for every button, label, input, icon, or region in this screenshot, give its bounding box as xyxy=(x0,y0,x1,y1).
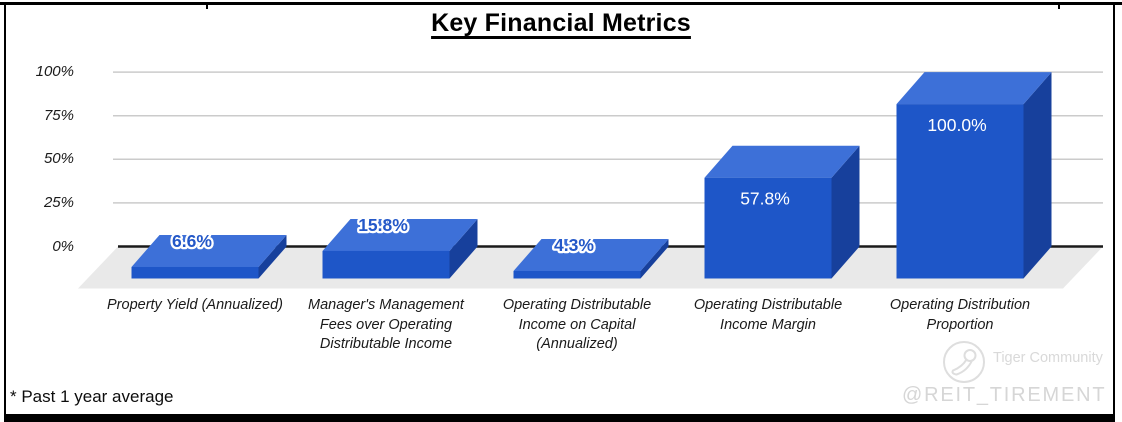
bar-value-label: 15.8% xyxy=(358,214,408,235)
bar-3 xyxy=(514,235,669,278)
top-divider xyxy=(0,2,1122,5)
top-divider-tick xyxy=(206,5,209,9)
category-label: Operating Distributable Income Margin xyxy=(693,297,843,333)
y-tick-label: 25% xyxy=(43,193,74,211)
y-tick-label: 100% xyxy=(35,63,74,81)
y-tick-label: 75% xyxy=(43,106,74,124)
tiger-community-logo-icon xyxy=(941,339,989,387)
bar-front-face xyxy=(323,251,450,279)
category-label: Operating Distributable Income on Capital (Annualized) xyxy=(502,297,652,352)
bar-side-face xyxy=(1024,72,1052,278)
category-label: Property Yield (Annualized) xyxy=(107,297,283,313)
bar-value-label: 6.6% xyxy=(172,230,212,251)
category-label: Manager's Management Fees over Operating Distributable Income xyxy=(308,297,464,352)
bar-4 xyxy=(705,146,860,279)
bar-value-label: 100.0% xyxy=(927,115,987,136)
category-label: Operating Distribution Proportion xyxy=(889,297,1031,333)
panel-right-border xyxy=(1113,2,1116,422)
bar-front-face xyxy=(514,271,641,278)
bar-value-label: 57.8% xyxy=(740,188,790,209)
chart-title-text: Key Financial Metrics xyxy=(431,9,691,37)
panel-left-border xyxy=(4,2,6,422)
bar-5 xyxy=(897,72,1052,278)
bar-2 xyxy=(323,215,478,279)
chart-title xyxy=(0,9,1122,38)
top-divider-tick xyxy=(1058,5,1061,9)
bar-1 xyxy=(132,231,287,279)
footnote: * Past 1 year average xyxy=(10,387,174,406)
watermark-handle: @REIT_TIREMENT xyxy=(902,384,1107,406)
bottom-divider xyxy=(4,414,1116,422)
bar-front-face xyxy=(132,267,259,279)
watermark-brand: Tiger Community xyxy=(993,350,1103,366)
bar-value-label: 4.3% xyxy=(554,235,594,256)
y-tick-label: 0% xyxy=(52,237,74,255)
y-tick-label: 50% xyxy=(43,150,74,168)
